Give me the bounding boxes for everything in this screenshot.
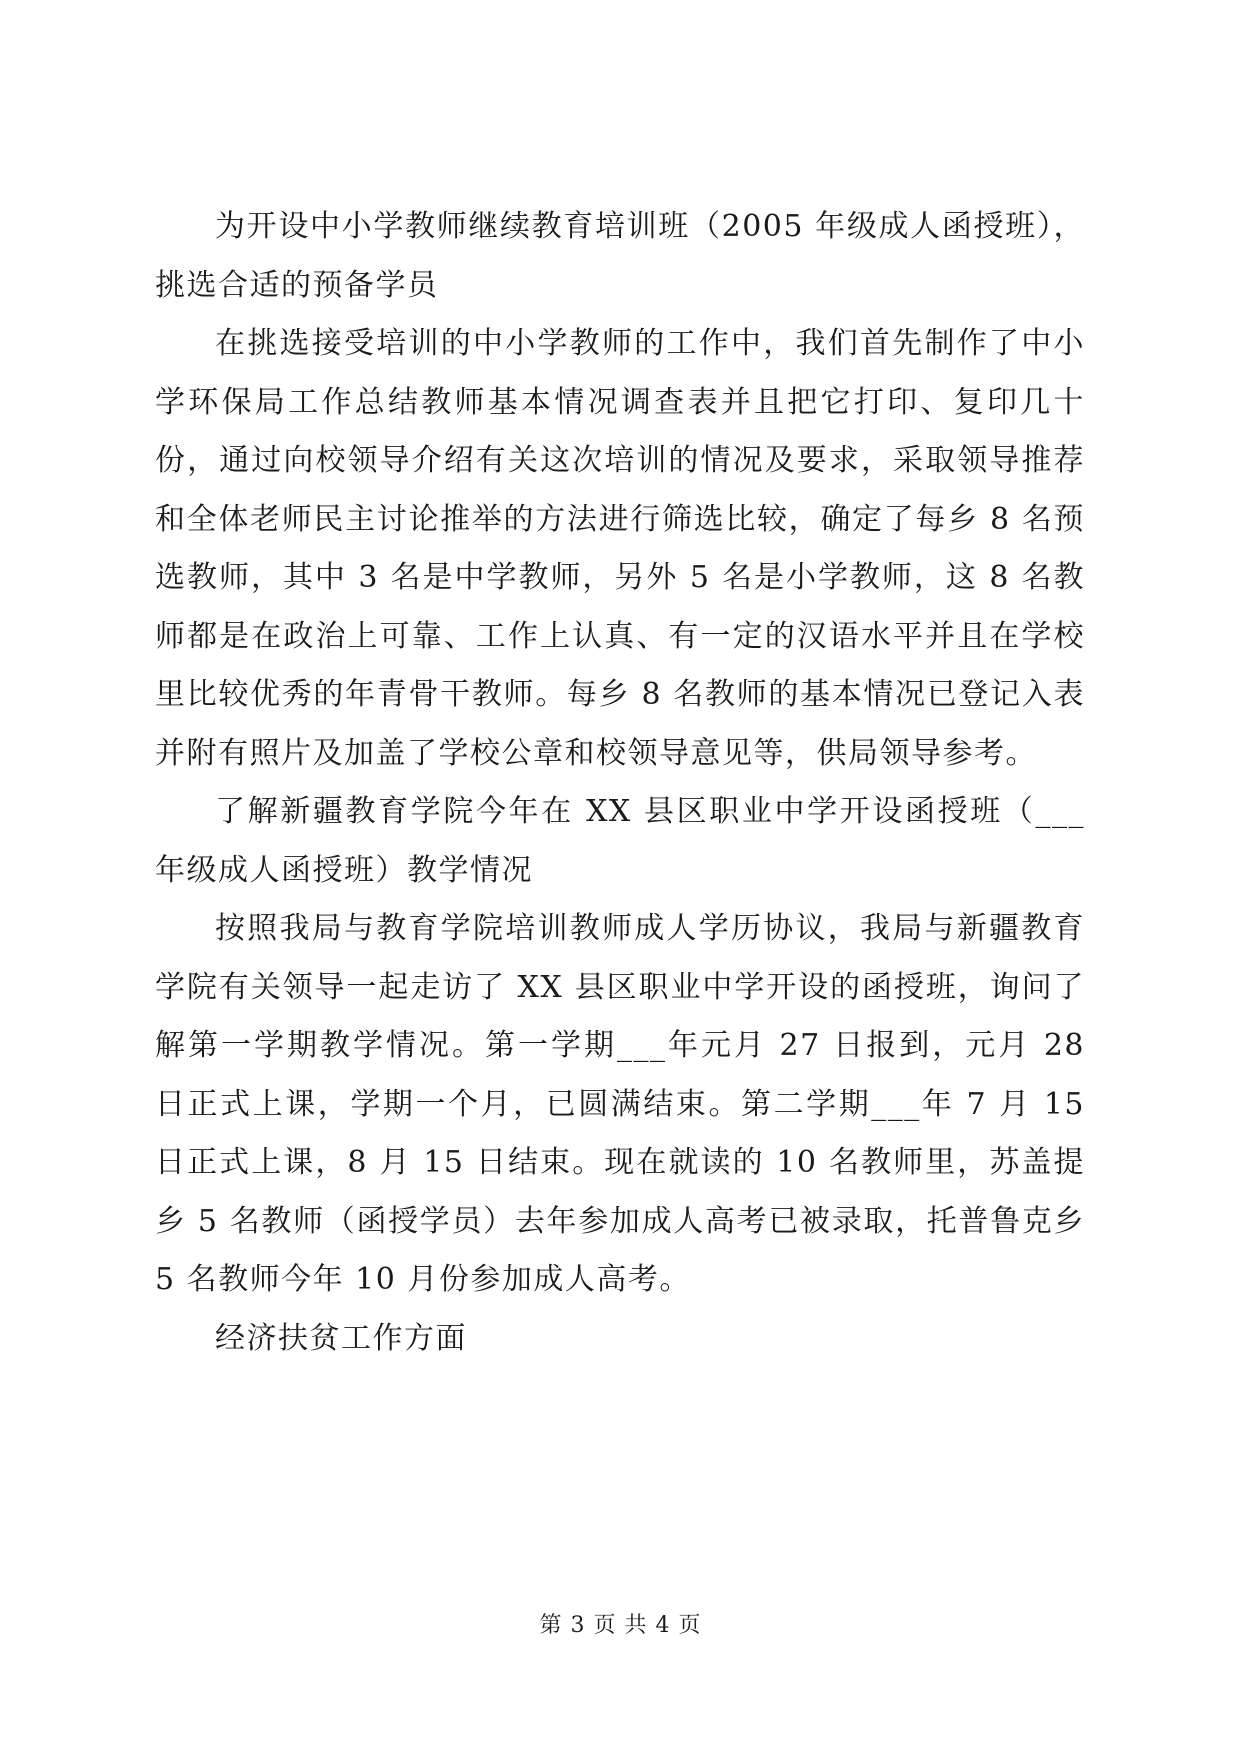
paragraph-correspondence-class-heading: 了解新疆教育学院今年在 XX 县区职业中学开设函授班（___年级成人函授班）教学情况: [155, 794, 1085, 888]
paragraph-teacher-selection: 在挑选接受培训的中小学教师的工作中，我们首先制作了中小学环保局工作总结教师基本情况调查表并且把它打印、复印几十份，通过向校领导介绍有关这次培训的情况及要求，采取领导推荐和全体老师民主讨论推举的方法进行筛选比较，确定了每乡 8 名预选教师，其中 3 名是中学教师，另外 5 名是小学教师，这 8 名教师都是在政治上可靠、工作上认真、有一定的汉语水平并且在学校里比较优秀的年青骨干教师。每乡 8 名教师的基本情况已登记入表并附有照片及加盖了学校公章和校领导意见等，供局领导参考。: [155, 326, 1085, 771]
page-number-footer: 第 3 页 共 4 页: [539, 1613, 702, 1638]
paragraph-teaching-status: 按照我局与教育学院培训教师成人学历协议，我局与新疆教育学院有关领导一起走访了 XX 县区职业中学开设的函授班，询问了解第一学期教学情况。第一学期___年元月 27 日报到，元月 28 日正式上课，学期一个月，已圆满结束。第二学期___年 7 月 15 日正式上课，8 月 15 日结束。现在就读的 10 名教师里，苏盖提乡 5 名教师（函授学员）去年参加成人高考已被录取，托普鲁克乡 5 名教师今年 10 月份参加成人高考。: [155, 911, 1085, 1297]
document-body: [155, 198, 1085, 1368]
paragraph-poverty-alleviation-heading: 经济扶贫工作方面: [215, 1320, 467, 1356]
paragraph-training-class-heading: 为开设中小学教师继续教育培训班（2005 年级成人函授班），挑选合适的预备学员: [155, 209, 1085, 303]
